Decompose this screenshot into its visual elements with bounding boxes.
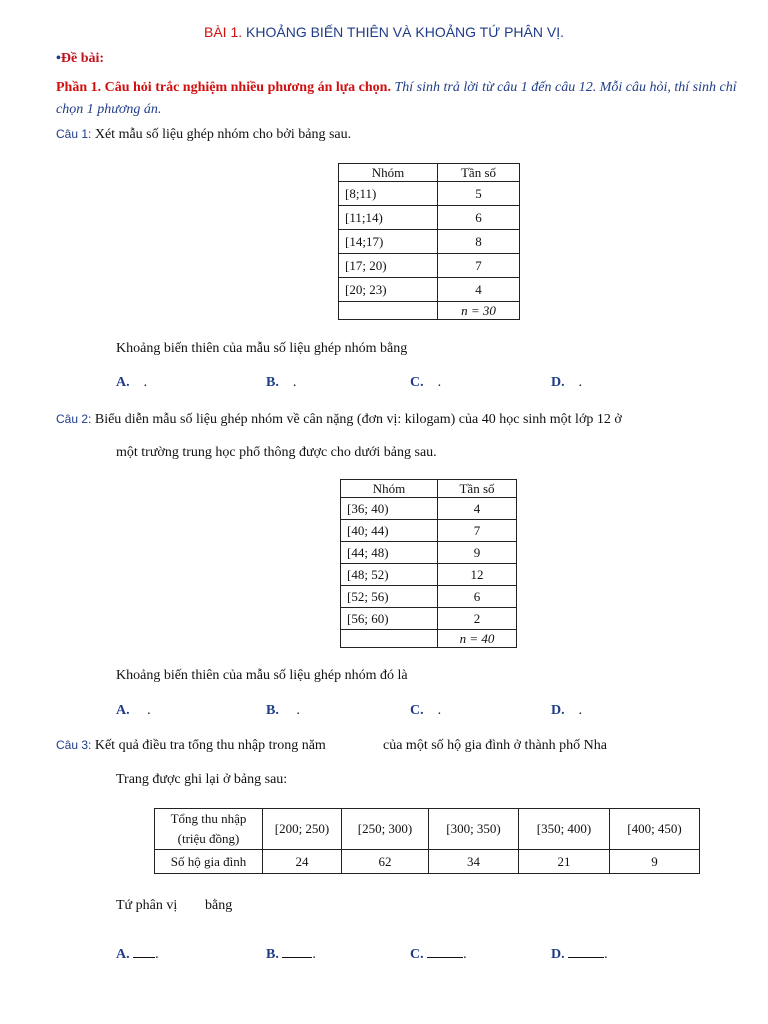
question-2-option-b[interactable]: B. . (266, 703, 300, 718)
question-1-text: Xét mẫu số liệu ghép nhóm cho bởi bảng sau. (94, 127, 352, 142)
question-3-prompt-part1: Tứ phân vị (116, 898, 178, 913)
answer-blank (133, 948, 155, 958)
table-total: n = 30 (438, 302, 520, 320)
table-cell: [250; 300) (342, 809, 429, 850)
question-2-option-a[interactable]: A. . (116, 703, 151, 718)
table-cell: [52; 56) (341, 586, 438, 608)
section-heading (56, 51, 104, 67)
table-header: Nhóm (339, 164, 438, 182)
question-1-option-d[interactable]: D. . (551, 375, 583, 390)
table-cell: [36; 40) (341, 498, 438, 520)
question-1-option-a[interactable]: A. . (116, 375, 148, 390)
section-label: Đề bài: (60, 51, 105, 66)
table-cell: 21 (519, 850, 610, 874)
bullet-icon: • (56, 51, 61, 66)
question-3-option-a[interactable]: A. . (116, 947, 159, 962)
table-cell: [350; 400) (519, 809, 610, 850)
title-text: KHOẢNG BIẾN THIÊN VÀ KHOẢNG TỨ PHÂN VỊ. (246, 24, 564, 40)
question-2-option-c[interactable]: C. . (410, 703, 442, 718)
table-cell: 7 (438, 520, 517, 542)
answer-blank (568, 948, 604, 958)
question-1-option-b[interactable]: B. . (266, 375, 297, 390)
table-cell: 62 (342, 850, 429, 874)
part-title: Phần 1. Câu hỏi trắc nghiệm nhiều phương án lựa chọn. (56, 80, 391, 95)
table-cell: 9 (438, 542, 517, 564)
table-cell: 34 (429, 850, 519, 874)
table-total: n = 40 (438, 630, 517, 648)
table-cell: 6 (438, 206, 520, 230)
table-cell: [14;17) (339, 230, 438, 254)
question-3-prompt-part2: bằng (205, 898, 233, 913)
table-row-header: Số hộ gia đình (155, 850, 263, 874)
question-3-label: Câu 3: (56, 738, 92, 752)
table-row-header: Tổng thu nhập (triệu đồng) (155, 809, 263, 850)
answer-blank (427, 948, 463, 958)
table-cell: 7 (438, 254, 520, 278)
table-cell: 8 (438, 230, 520, 254)
question-3-option-b[interactable]: B. . (266, 947, 316, 962)
table-cell (341, 630, 438, 648)
table-header: Nhóm (341, 480, 438, 498)
answer-blank (282, 948, 312, 958)
question-3-option-c[interactable]: C. . (410, 947, 467, 962)
question-3-text-part2: của một số hộ gia đình ở thành phố Nha (383, 738, 607, 753)
part-note: Thí sinh trả lời từ câu 1 đến câu 12. Mỗi câu hỏi, thí sinh chỉ chọn 1 phương án. (56, 80, 737, 117)
question-3-option-d[interactable]: D. . (551, 947, 608, 962)
question-2-prompt: Khoảng biến thiên của mẫu số liệu ghép nhóm đó là (116, 668, 408, 683)
question-1-label: Câu 1: (56, 127, 92, 141)
table-cell: 6 (438, 586, 517, 608)
page-title (0, 24, 768, 40)
table-cell: [300; 350) (429, 809, 519, 850)
question-2-label: Câu 2: (56, 412, 92, 426)
part-instructions (56, 77, 746, 121)
table-header: Tần số (438, 164, 520, 182)
question-1-stem (56, 127, 351, 143)
title-number: BÀI 1. (204, 24, 243, 40)
question-2-text-line2: một trường trung học phổ thông được cho dưới bảng sau. (116, 445, 437, 460)
table-cell: [44; 48) (341, 542, 438, 564)
table-cell: [200; 250) (263, 809, 342, 850)
question-1-prompt: Khoảng biến thiên của mẫu số liệu ghép nhóm bằng (116, 341, 408, 356)
table-cell: [40; 44) (341, 520, 438, 542)
table-cell: [11;14) (339, 206, 438, 230)
table-cell: [17; 20) (339, 254, 438, 278)
question-3-table (154, 808, 700, 874)
table-cell: 2 (438, 608, 517, 630)
table-cell: [400; 450) (610, 809, 700, 850)
table-cell: 5 (438, 182, 520, 206)
question-2-table (340, 479, 517, 648)
table-cell (339, 302, 438, 320)
table-cell: 9 (610, 850, 700, 874)
question-1-option-c[interactable]: C. . (410, 375, 442, 390)
question-3-text-part1: Kết quả điều tra tổng thu nhập trong năm (94, 738, 326, 753)
table-cell: 12 (438, 564, 517, 586)
question-2-option-d[interactable]: D. . (551, 703, 583, 718)
table-cell: 4 (438, 498, 517, 520)
table-cell: 4 (438, 278, 520, 302)
question-3-stem (56, 738, 326, 754)
table-cell: [56; 60) (341, 608, 438, 630)
question-2-text-line1: Biểu diễn mẫu số liệu ghép nhóm về cân nặng (đơn vị: kilogam) của 40 học sinh một lớp 12 ở (94, 412, 622, 427)
question-3-text-line2: Trang được ghi lại ở bảng sau: (116, 772, 288, 787)
table-header: Tần số (438, 480, 517, 498)
table-cell: [8;11) (339, 182, 438, 206)
table-cell: [20; 23) (339, 278, 438, 302)
question-1-table (338, 163, 520, 320)
table-cell: 24 (263, 850, 342, 874)
question-2-stem (56, 412, 622, 428)
table-cell: [48; 52) (341, 564, 438, 586)
